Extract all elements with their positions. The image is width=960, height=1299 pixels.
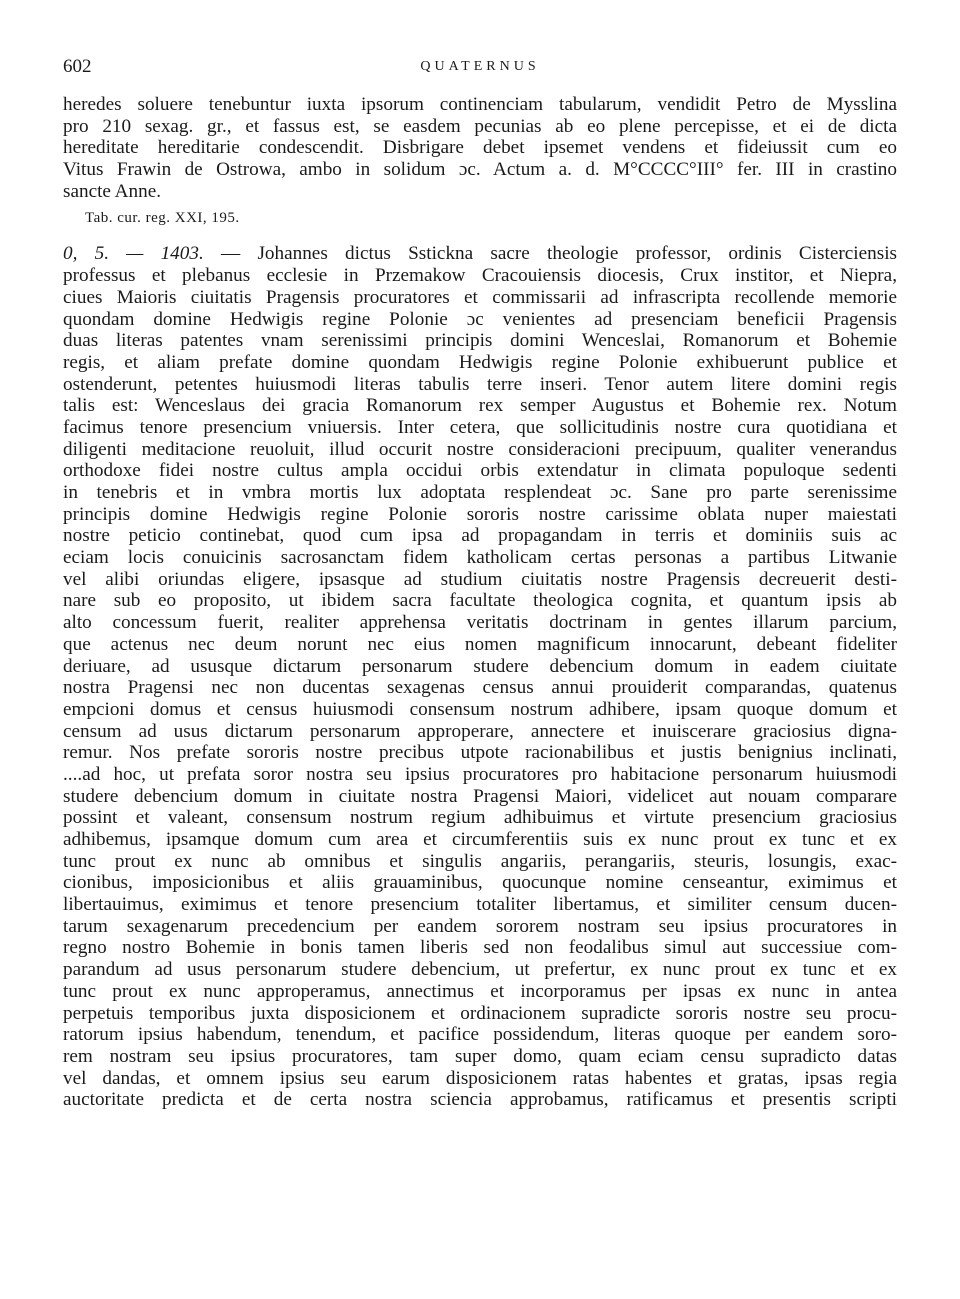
text-line: professus et plebanus ecclesie in Przemakow Cracouiensis diocesis, Crux institor, et Niepra,	[63, 265, 897, 287]
text-line: cionibus, imposicionibus et aliis grauaminibus, quocunque nomine censeantur, eximimus et	[63, 872, 897, 894]
text-line: regno nostro Bohemie in bonis tamen liberis sed non feodalibus simul aut successiue com-	[63, 937, 897, 959]
text-line: tarum sexagenarum precedencium per eandem sororem nostram seu ipsius procuratores in	[63, 915, 897, 937]
text-line: adhibemus, ipsamque domum cum area et circumferentiis suis ex nunc prout ex tunc et ex	[63, 829, 897, 850]
text-line: talis est: Wenceslaus dei gracia Romanorum rex semper Augustus et Bohemie rex. Notum	[63, 395, 897, 417]
text-line: vel alibi oriundas eligere, ipsasque ad studium ciuitatis nostre Pragensis decreuerit desti-	[63, 568, 897, 590]
text-line: nostre peticio continebat, quod cum ipsa ad propagandam in terris et dominiis suis ac	[63, 525, 897, 547]
text-line: remur. Nos prefate sororis nostre precibus utpote racionabilibus et justis benignius inclinati,	[63, 742, 897, 764]
text-line: possint et valeant, consensum nostrum regium adhibuimus et virtute presencium graciosius	[63, 807, 897, 829]
text-line: nare sub eo proposito, ut ibidem sacra facultate theologica cognita, et quantum ipsis ab	[63, 590, 897, 612]
text-line: perpetuis temporibus juxta disposicionem et ordinacionem supradicte sororis nostre seu procu-	[63, 1002, 897, 1024]
text-line: ciues Maioris ciuitatis Pragensis procuratores et commissarii ad infrascripta recollende memorie	[63, 286, 897, 308]
text-line: eciam locis conuicinis sacrosanctam fidem katholicam certas personas a partibus Litwanie	[63, 547, 897, 569]
text-line: duas literas patentes vnam serenissimi principis domini Wenceslai, Romanorum et Bohemie	[63, 330, 897, 352]
text-line: facimus tenore presencium vniuersis. Inter cetera, que sollicitudinis nostre cura quotidiana et	[63, 416, 897, 438]
text-line: Vitus Frawin de Ostrowa, ambo in solidum ɔc. Actum a. d. M°CCCC°III° fer. III in crastino	[63, 159, 897, 181]
page-header	[63, 52, 897, 80]
text-line: heredes soluere tenebuntur iuxta ipsorum continenciam tabularum, vendidit Petro de Mysslina	[63, 94, 897, 115]
paragraph-1	[63, 94, 897, 202]
text-line: tunc prout ex nunc ab omnibus et singulis angariis, perangariis, steuris, losungis, exac-	[63, 850, 897, 872]
text-line: diligenti meditacione reuoluit, illud occurit nostre consideracioni precipuum, qualiter venerandus	[63, 438, 897, 460]
text-line: vel dandas, et omnem ipsius seu earum disposicionem ratas habentes et gratas, ipsas regia	[63, 1067, 897, 1089]
text-line: regis, et aliam prefate domine quondam Hedwigis regine Polonie exhibuerunt publice et	[63, 351, 897, 373]
text-line: rem nostram seu ipsius procuratores, tam super domo, quam eciam censu supradicto datas	[63, 1045, 897, 1067]
running-title: QUATERNUS	[420, 59, 540, 74]
text-line: empcioni domus et census huiusmodi consensum nostrum adhibere, ipsam quoque domum et	[63, 698, 897, 720]
text-line: parandum ad usus personarum studere debencium, ut prefertur, ex nunc prout ex tunc et ex	[63, 959, 897, 981]
text-line: censum ad usus dictarum personarum approperare, annectere et inuiscerare graciosius digna-	[63, 720, 897, 742]
page-number: 602	[63, 56, 92, 77]
source-note: Tab. cur. reg. XXI, 195.	[85, 210, 240, 227]
text-line: nostra Pragensi nec non ducentas sexagenas census annui prouiderit comparandas, quatenus	[63, 677, 897, 699]
text-line: sancte Anne.	[63, 180, 162, 202]
text-line: alto concessum fuerit, realiter apprehensa veritatis doctrinam in gentes illarum parcium,	[63, 612, 897, 634]
text-line: quondam domine Hedwigis regine Polonie ɔc venientes ad presenciam beneficii Pragensis	[63, 308, 897, 330]
text-line-first	[63, 243, 897, 265]
text-line: orthodoxe fidei nostre cultus ampla occidui orbis extendatur in climata populoque sedenti	[63, 460, 897, 482]
first-line-text: — Johannes dictus Sstickna sacre theologie professor, ordinis Cisterciensis	[203, 243, 897, 265]
document-page	[63, 52, 897, 1111]
text-line: ....ad hoc, ut prefata soror nostra seu ipsius procuratores pro habitacione personarum huiusmodi	[63, 763, 897, 785]
text-line: studere debencium domum in ciuitate nostra Pragensi Maiori, videlicet aut nouam comparare	[63, 785, 897, 807]
document-date: 0, 5. — 1403.	[63, 243, 204, 265]
paragraph-2	[63, 243, 897, 1111]
text-line: tunc prout ex nunc approperamus, annectimus et incorporamus per ipsas ex nunc in antea	[63, 980, 897, 1002]
text-line: ostenderunt, petentes huiusmodi literas tabulis terre inseri. Tenor autem litere domini regis	[63, 373, 897, 395]
text-line: ratorum ipsius habendum, tenendum, et pacifice possidendum, literas quoque per eandem soro-	[63, 1024, 897, 1046]
text-line: principis domine Hedwigis regine Polonie sororis nostre carissime oblata nuper maiestati	[63, 503, 897, 525]
text-line: hereditate hereditarie condescendit. Disbrigare debet ipsemet vendens et fideiussit cum eo	[63, 137, 897, 159]
text-line: libertauimus, eximimus et tenore presencium totaliter libertamus, et similiter censum ducen-	[63, 894, 897, 916]
text-line: auctoritate predicta et de certa nostra sciencia approbamus, ratificamus et presentis scripti	[63, 1089, 897, 1111]
text-line: pro 210 sexag. gr., et fassus est, se easdem pecunias ab eo plene percepisse, et ei de dicta	[63, 115, 897, 137]
text-line: que actenus nec deum norunt nec eius nomen magnificum innocarunt, debeant fideliter	[63, 633, 897, 655]
text-line: in tenebris et in vmbra mortis lux adoptata resplendeat ɔc. Sane pro parte serenissime	[63, 482, 897, 503]
text-line: deriuare, ad ususque dictarum personarum studere debencium domum in eadem ciuitate	[63, 655, 897, 677]
